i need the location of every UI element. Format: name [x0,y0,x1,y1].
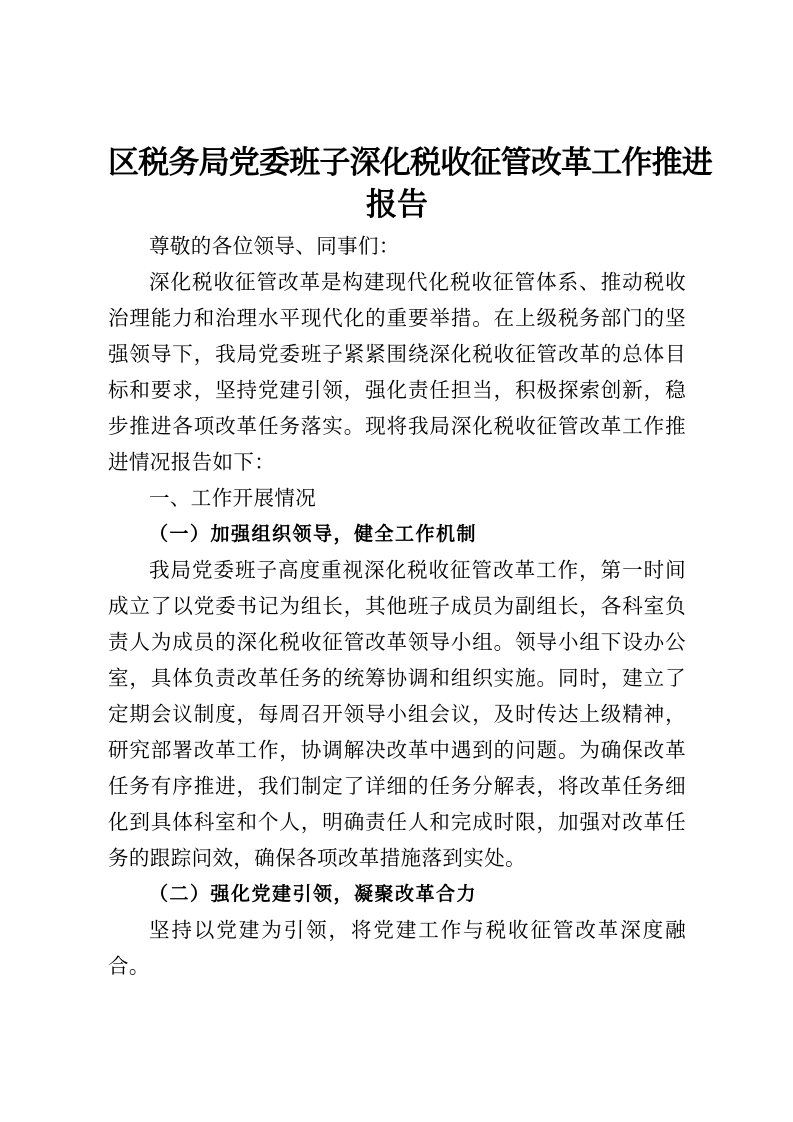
document-title-line2: 报告 [366,187,428,223]
greeting: 尊敬的各位领导、同事们： [149,234,400,258]
intro-paragraph: 深化税收征管改革是构建现代化税收征管体系、推动税收治理能力和治理水平现代化的重要举措。在上级税务部门的坚强领导下，我局党委班子紧紧围绕深化税收征管改革的总体目标和要求，坚持党建引领，强化责任担当，积极探索创新，稳步推进各项改革任务落实。现将我局深化税收征管改革工作推进情况报告如下： [108,270,686,474]
document-title [108,142,712,226]
document-title-line1: 区税务局党委班子深化税收征管改革工作推进 [108,145,712,181]
subsection1-heading: （一）加强组织领导，健全工作机制 [149,523,478,545]
subsection2-paragraph: 坚持以党建为引领，将党建工作与税收征管改革深度融合。 [108,918,686,978]
subsection1-paragraph: 我局党委班子高度重视深化税收征管改革工作，第一时间成立了以党委书记为组长，其他班子成员为副组长，各科室负责人为成员的深化税收征管改革领导小组。领导小组下设办公室，具体负责改革任务的统筹协调和组织实施。同时，建立了定期会议制度，每周召开领导小组会议，及时传达上级精神，研究部署改革工作，协调解决改革中遇到的问题。为确保改革任务有序推进，我们制定了详细的任务分解表，将改革任务细化到具体科室和个人，明确责任人和完成时限，加强对改革任务的跟踪问效，确保各项改革措施落到实处。 [108,558,686,870]
subsection2-heading: （二）强化党建引领，凝聚改革合力 [149,883,478,905]
document-body [108,142,712,984]
section1-heading: 一、工作开展情况 [149,486,317,510]
